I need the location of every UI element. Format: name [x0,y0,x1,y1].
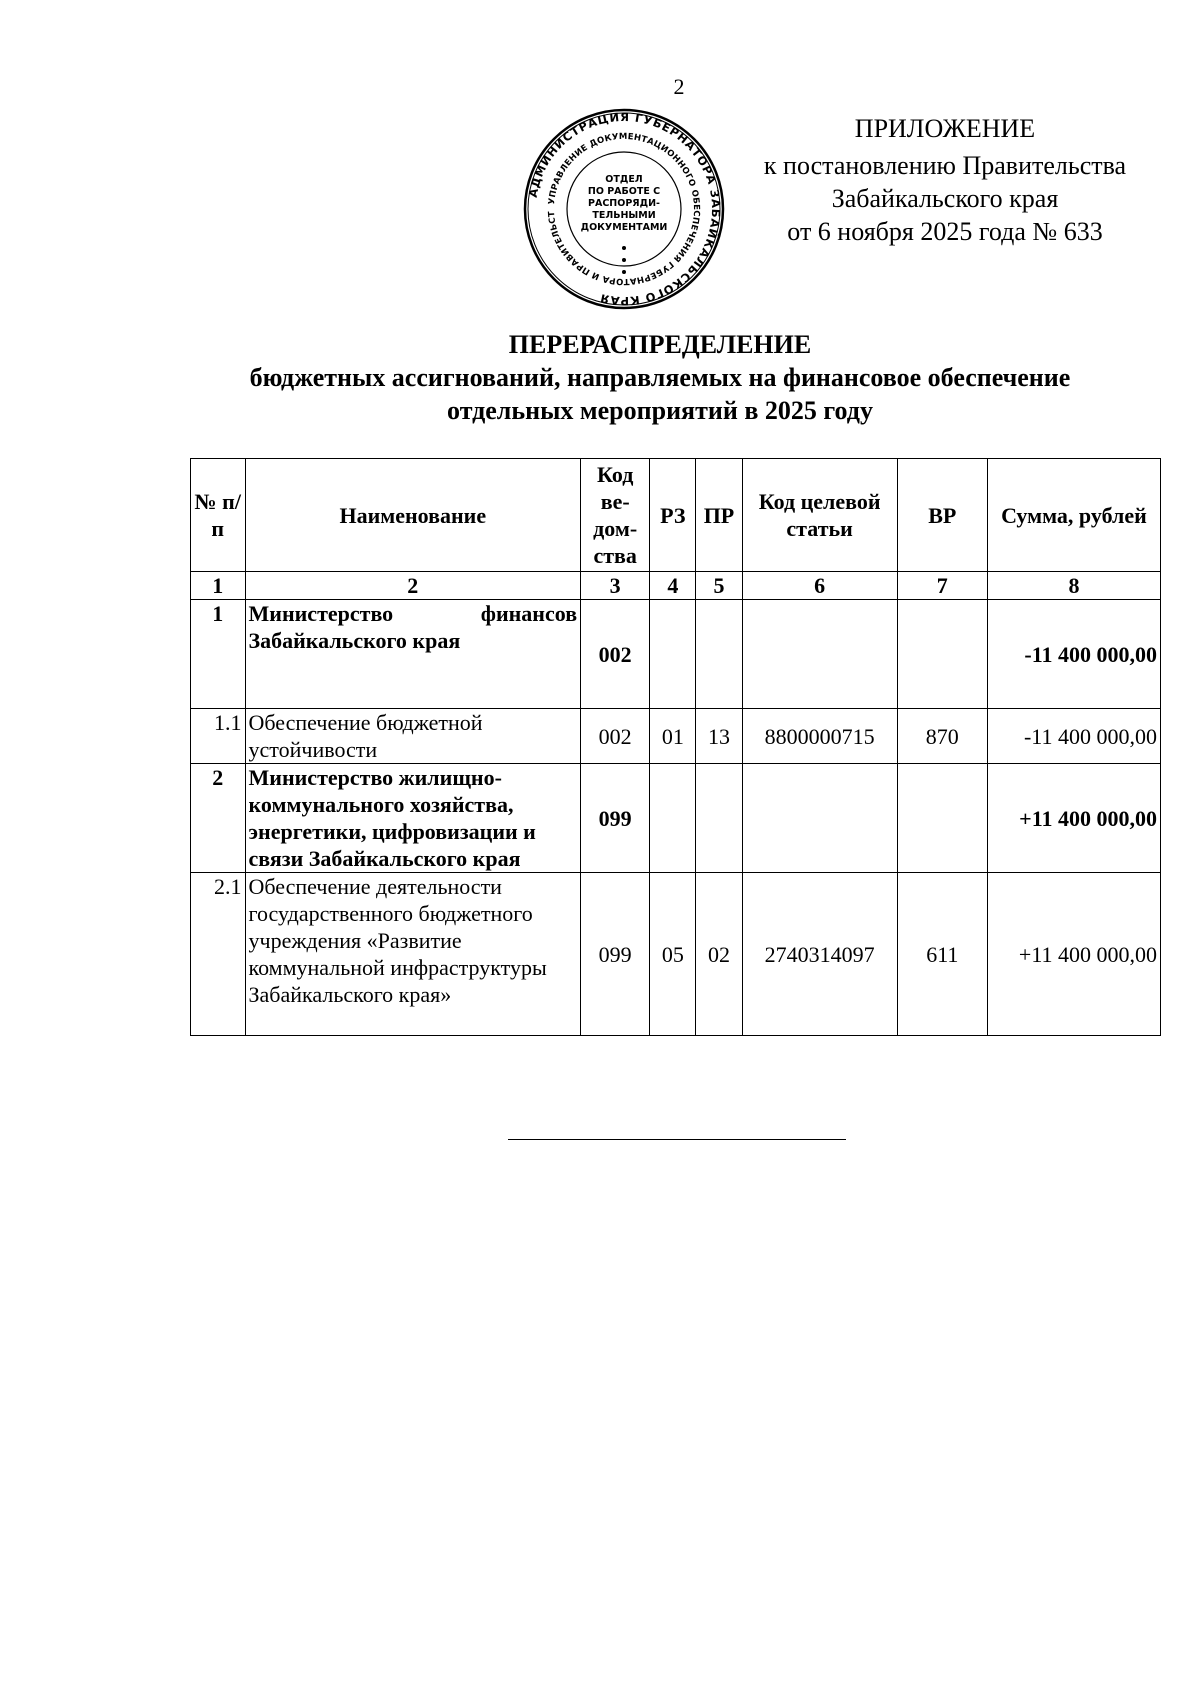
svg-text:ОТДЕЛ: ОТДЕЛ [605,174,643,185]
column-number: 3 [581,572,650,600]
appendix-line-2: Забайкальского края [831,184,1059,213]
closing-rule [508,1139,846,1140]
seal-icon [523,108,725,310]
cell-ved: 099 [581,764,650,873]
column-number: 7 [897,572,987,600]
header-name: Наименование [245,459,581,572]
cell-pr: 13 [696,709,742,764]
cell-name: Министерство финансов Забайкальского края [245,600,581,709]
cell-vr [897,600,987,709]
column-number-row [191,572,1161,600]
svg-text:ДОКУМЕНТАМИ: ДОКУМЕНТАМИ [580,222,668,233]
cell-rz: 01 [650,709,696,764]
table-row [191,873,1161,1036]
cell-ved: 099 [581,873,650,1036]
cell-num: 1.1 [191,709,246,764]
cell-csr [742,764,897,873]
document-title-line-2: бюджетных ассигнований, направляемых на финансовое обеспечение [249,363,1071,392]
cell-sum: -11 400 000,00 [987,709,1160,764]
cell-name: Обеспечение деятельности государственного бюджетного учреждения «Развитие коммунальной инфраструктуры Забайкальского края» [245,873,581,1036]
svg-text:УПРАВЛЕНИЕ ДОКУМЕНТАЦИОННОГО О: УПРАВЛЕНИЕ ДОКУМЕНТАЦИОННОГО ОБЕСПЕЧЕНИЯ ГУБЕРНАТОРА И ПРАВИТЕЛЬСТ [546,131,702,287]
appendix-line-3: от 6 ноября 2025 года № 633 [787,217,1103,246]
header-csr: Код целевой статьи [742,459,897,572]
table-row [191,600,1161,709]
svg-text:ТЕЛЬНЫМИ: ТЕЛЬНЫМИ [592,210,656,221]
cell-vr [897,764,987,873]
svg-text:РАСПОРЯДИ-: РАСПОРЯДИ- [588,198,660,209]
cell-pr: 02 [696,873,742,1036]
cell-name: Обеспечение бюджетной устойчивости [245,709,581,764]
cell-rz: 05 [650,873,696,1036]
appendix-title: ПРИЛОЖЕНИЕ [854,114,1036,143]
column-number: 5 [696,572,742,600]
cell-csr [742,600,897,709]
column-number: 8 [987,572,1160,600]
cell-sum: -11 400 000,00 [987,600,1160,709]
cell-sum: +11 400 000,00 [987,764,1160,873]
cell-pr [696,764,742,873]
cell-num: 2.1 [191,873,246,1036]
cell-vr: 611 [897,873,987,1036]
svg-text:ПО РАБОТЕ С: ПО РАБОТЕ С [587,186,661,197]
column-number: 6 [742,572,897,600]
header-rz: РЗ [650,459,696,572]
official-seal [523,108,725,310]
cell-ved: 002 [581,709,650,764]
document-title-line-3: отдельных мероприятий в 2025 году [447,396,873,425]
cell-ved: 002 [581,600,650,709]
appendix-line-1: к постановлению Правительства [763,151,1127,180]
header-ved: Код ве- дом- ства [581,459,650,572]
header-vr: ВР [897,459,987,572]
header-pr: ПР [696,459,742,572]
cell-rz [650,764,696,873]
document-title-line-1: ПЕРЕРАСПРЕДЕЛЕНИЕ [508,330,812,359]
table-row [191,709,1161,764]
svg-text:АДМИНИСТРАЦИЯ ГУБЕРНАТОРА ЗАБА: АДМИНИСТРАЦИЯ ГУБЕРНАТОРА ЗАБАЙКАЛЬСКОГО КРАЯ [525,109,724,309]
cell-num: 1 [191,600,246,709]
page-number: 2 [673,74,685,99]
table-header-row [191,459,1161,572]
header-num: № п/п [191,459,246,572]
column-number: 2 [245,572,581,600]
cell-sum: +11 400 000,00 [987,873,1160,1036]
cell-vr: 870 [897,709,987,764]
appendix-header [735,112,1155,248]
header-sum: Сумма, рублей [987,459,1160,572]
document-title [190,328,1130,427]
cell-pr [696,600,742,709]
budget-table [190,458,1161,1036]
cell-csr: 2740314097 [742,873,897,1036]
cell-num: 2 [191,764,246,873]
cell-name: Министерство жилищно-коммунального хозяйства, энергетики, цифровизации и связи Забайкальского края [245,764,581,873]
table-row [191,764,1161,873]
cell-csr: 8800000715 [742,709,897,764]
cell-rz [650,600,696,709]
column-number: 1 [191,572,246,600]
column-number: 4 [650,572,696,600]
